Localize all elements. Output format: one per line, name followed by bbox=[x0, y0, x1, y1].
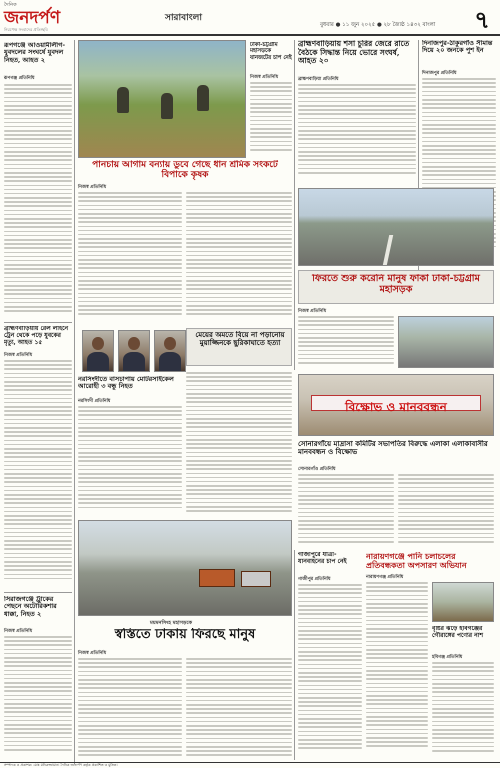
story-byline: নিজস্ব প্রতিনিধি bbox=[250, 75, 279, 80]
column-rule bbox=[74, 40, 75, 764]
logo-prefix: দৈনিক bbox=[4, 2, 17, 8]
story-byline: গাজীপুর প্রতিনিধি bbox=[298, 577, 331, 582]
story-byline: দিনাজপুর প্রতিনিধি bbox=[422, 71, 457, 76]
story-body bbox=[250, 82, 292, 158]
story-headline[interactable]: নারায়ণগঞ্জে পানি চলাচলের প্রতিবন্ধকতা অপসারণ অভিযান bbox=[366, 552, 467, 571]
photo-caption: ময়মনসিংহ মহাসড়কে bbox=[150, 620, 192, 626]
story-byline: নিজস্ব প্রতিনিধি bbox=[78, 651, 107, 656]
main-headline[interactable]: পানচায় আগাম বন্যায় ডুবে গেছে ধান শ্রমিক সংকটে বিপাকে কৃষক bbox=[92, 160, 278, 181]
story-body bbox=[298, 584, 362, 760]
story-headline[interactable]: রূপগঞ্জে আওয়ামীলীগ-যুবদলের সংঘর্ষে যুবদল নিহত, আহত ২ bbox=[4, 42, 66, 64]
newspaper-logo[interactable] bbox=[4, 2, 94, 32]
story-body bbox=[186, 372, 292, 516]
story-body bbox=[78, 406, 182, 516]
story-body bbox=[4, 360, 72, 588]
victim-portrait bbox=[154, 330, 186, 372]
story-body bbox=[186, 192, 292, 322]
banner-text: বিক্ষোভ ও মানববন্ধন bbox=[345, 400, 447, 415]
story-byline: সোনারগাঁও প্রতিনিধি bbox=[298, 467, 336, 472]
story-body bbox=[78, 658, 182, 762]
column-rule bbox=[294, 40, 295, 370]
logo-title: জনদর্পণ bbox=[4, 8, 61, 28]
story-byline: ব্রাহ্মণবাড়িয়া প্রতিনিধি bbox=[298, 77, 339, 82]
story-body bbox=[298, 474, 394, 550]
story-body bbox=[4, 84, 72, 318]
story-byline: নিজস্ব প্রতিনিধি bbox=[4, 353, 33, 358]
story-body bbox=[298, 316, 394, 370]
street-photo bbox=[398, 316, 494, 368]
victim-portrait bbox=[118, 330, 150, 372]
imprint-line: সম্পাদক ও প্রকাশক: মোঃ মনিরুজ্জামান। দৈনিক জনদর্পণ কর্তৃক প্রকাশিত ও মুদ্রিত। bbox=[4, 763, 118, 767]
highway-traffic-photo bbox=[78, 520, 292, 616]
section-name: সারাবাংলা bbox=[165, 13, 202, 23]
flood-field-photo bbox=[78, 40, 246, 158]
river-photo bbox=[432, 582, 494, 622]
story-body bbox=[186, 658, 292, 762]
protest-banner-photo bbox=[298, 374, 494, 436]
story-byline: নিজস্ব প্রতিনিধি bbox=[4, 629, 33, 634]
story-body bbox=[366, 582, 428, 760]
story-headline[interactable]: দিনাজপুর-ঠাকুরগাঁও সীমান্ত দিয়ে ২০ জনকে পুশ ইন bbox=[422, 40, 493, 55]
story-byline: নিজস্ব প্রতিনিধি bbox=[78, 185, 107, 190]
story-byline: নিজস্ব প্রতিনিধি bbox=[298, 309, 327, 314]
story-divider bbox=[4, 322, 72, 323]
story-byline: রূপগঞ্জ প্রতিনিধি bbox=[4, 76, 35, 81]
story-byline: হবিগঞ্জ প্রতিনিধি bbox=[432, 655, 463, 660]
page-number: ৭ bbox=[474, 5, 490, 34]
column-rule bbox=[294, 550, 295, 760]
story-body bbox=[398, 474, 494, 550]
story-headline[interactable]: নরসিংদীতে বাসচাপায় মোটরসাইকেল আরোহী ৩ বন্ধু নিহত bbox=[78, 376, 174, 391]
story-body bbox=[298, 84, 416, 182]
story-byline: নারায়ণগঞ্জ প্রতিনিধি bbox=[366, 575, 404, 580]
dhaka-headline[interactable]: স্বস্তিতে ঢাকায় ফিরছে মানুষ bbox=[114, 628, 256, 642]
story-body bbox=[4, 636, 72, 756]
story-headline[interactable]: সোনারগাঁয়ে মাদ্রাসা কমিটির সভাপতির বিরুদ্ধে এলাকা এলাকাবাসীর মানববন্ধন ও বিক্ষোভ bbox=[298, 440, 488, 457]
story-headline[interactable]: ব্রাহ্মণবাড়িয়ায় রেল লাইনে ট্রেন থেকে পড়ে যুবকের মৃত্যু, আহত ১৫ bbox=[4, 326, 69, 346]
boxed-headline[interactable]: ফিরতে শুরু করেনি মানুষ ফাঁকা ঢাকা-চট্টগ্রাম মহাসড়ক bbox=[312, 274, 480, 295]
story-headline[interactable]: গাজীপুরে যাত্রী-যানবাহনের চাপ নেই bbox=[298, 552, 347, 565]
dateline: বুধবার ● ১১ জুন ২০২৫ ● ২৮ জ্যৈষ্ঠ ১৪৩২ বাংলা bbox=[320, 22, 436, 28]
masthead bbox=[0, 0, 500, 36]
story-headline[interactable]: ব্রাহ্মণবাড়িয়ায় শসা চুরির জেরে রাতে বৈঠকে সিদ্ধান্ত নিয়ে ভোরে সংঘর্ষ, আহত ২০ bbox=[298, 40, 410, 66]
story-body bbox=[432, 662, 494, 760]
story-headline[interactable]: বৃষ্টির ঝড়ে হবিগঞ্জের গৌরাঙ্গের পণ্যের নাশ bbox=[432, 626, 484, 639]
story-byline: নরসিংদী প্রতিনিধি bbox=[78, 399, 111, 404]
story-body bbox=[78, 192, 182, 322]
logo-tagline: নিরপেক্ষ সংবাদের প্রতিচ্ছবি bbox=[4, 27, 48, 32]
highway-photo bbox=[298, 188, 494, 266]
story-divider bbox=[4, 592, 72, 593]
story-headline[interactable]: ঢাকা-চট্টগ্রাম মহাসড়কে যানজটের চাপ নেই bbox=[250, 42, 292, 61]
victim-portrait bbox=[82, 330, 114, 372]
story-headline[interactable]: মেয়ের অমতে বিয়ে না পড়ানোয় মুয়াজ্জিনকে ছুরিকাঘাতে হত্যা bbox=[195, 331, 285, 348]
story-headline[interactable]: সিরাজগঞ্জে ট্রাকের পেছনে অটোরিকশার ধাক্কা, নিহত ২ bbox=[4, 596, 57, 618]
